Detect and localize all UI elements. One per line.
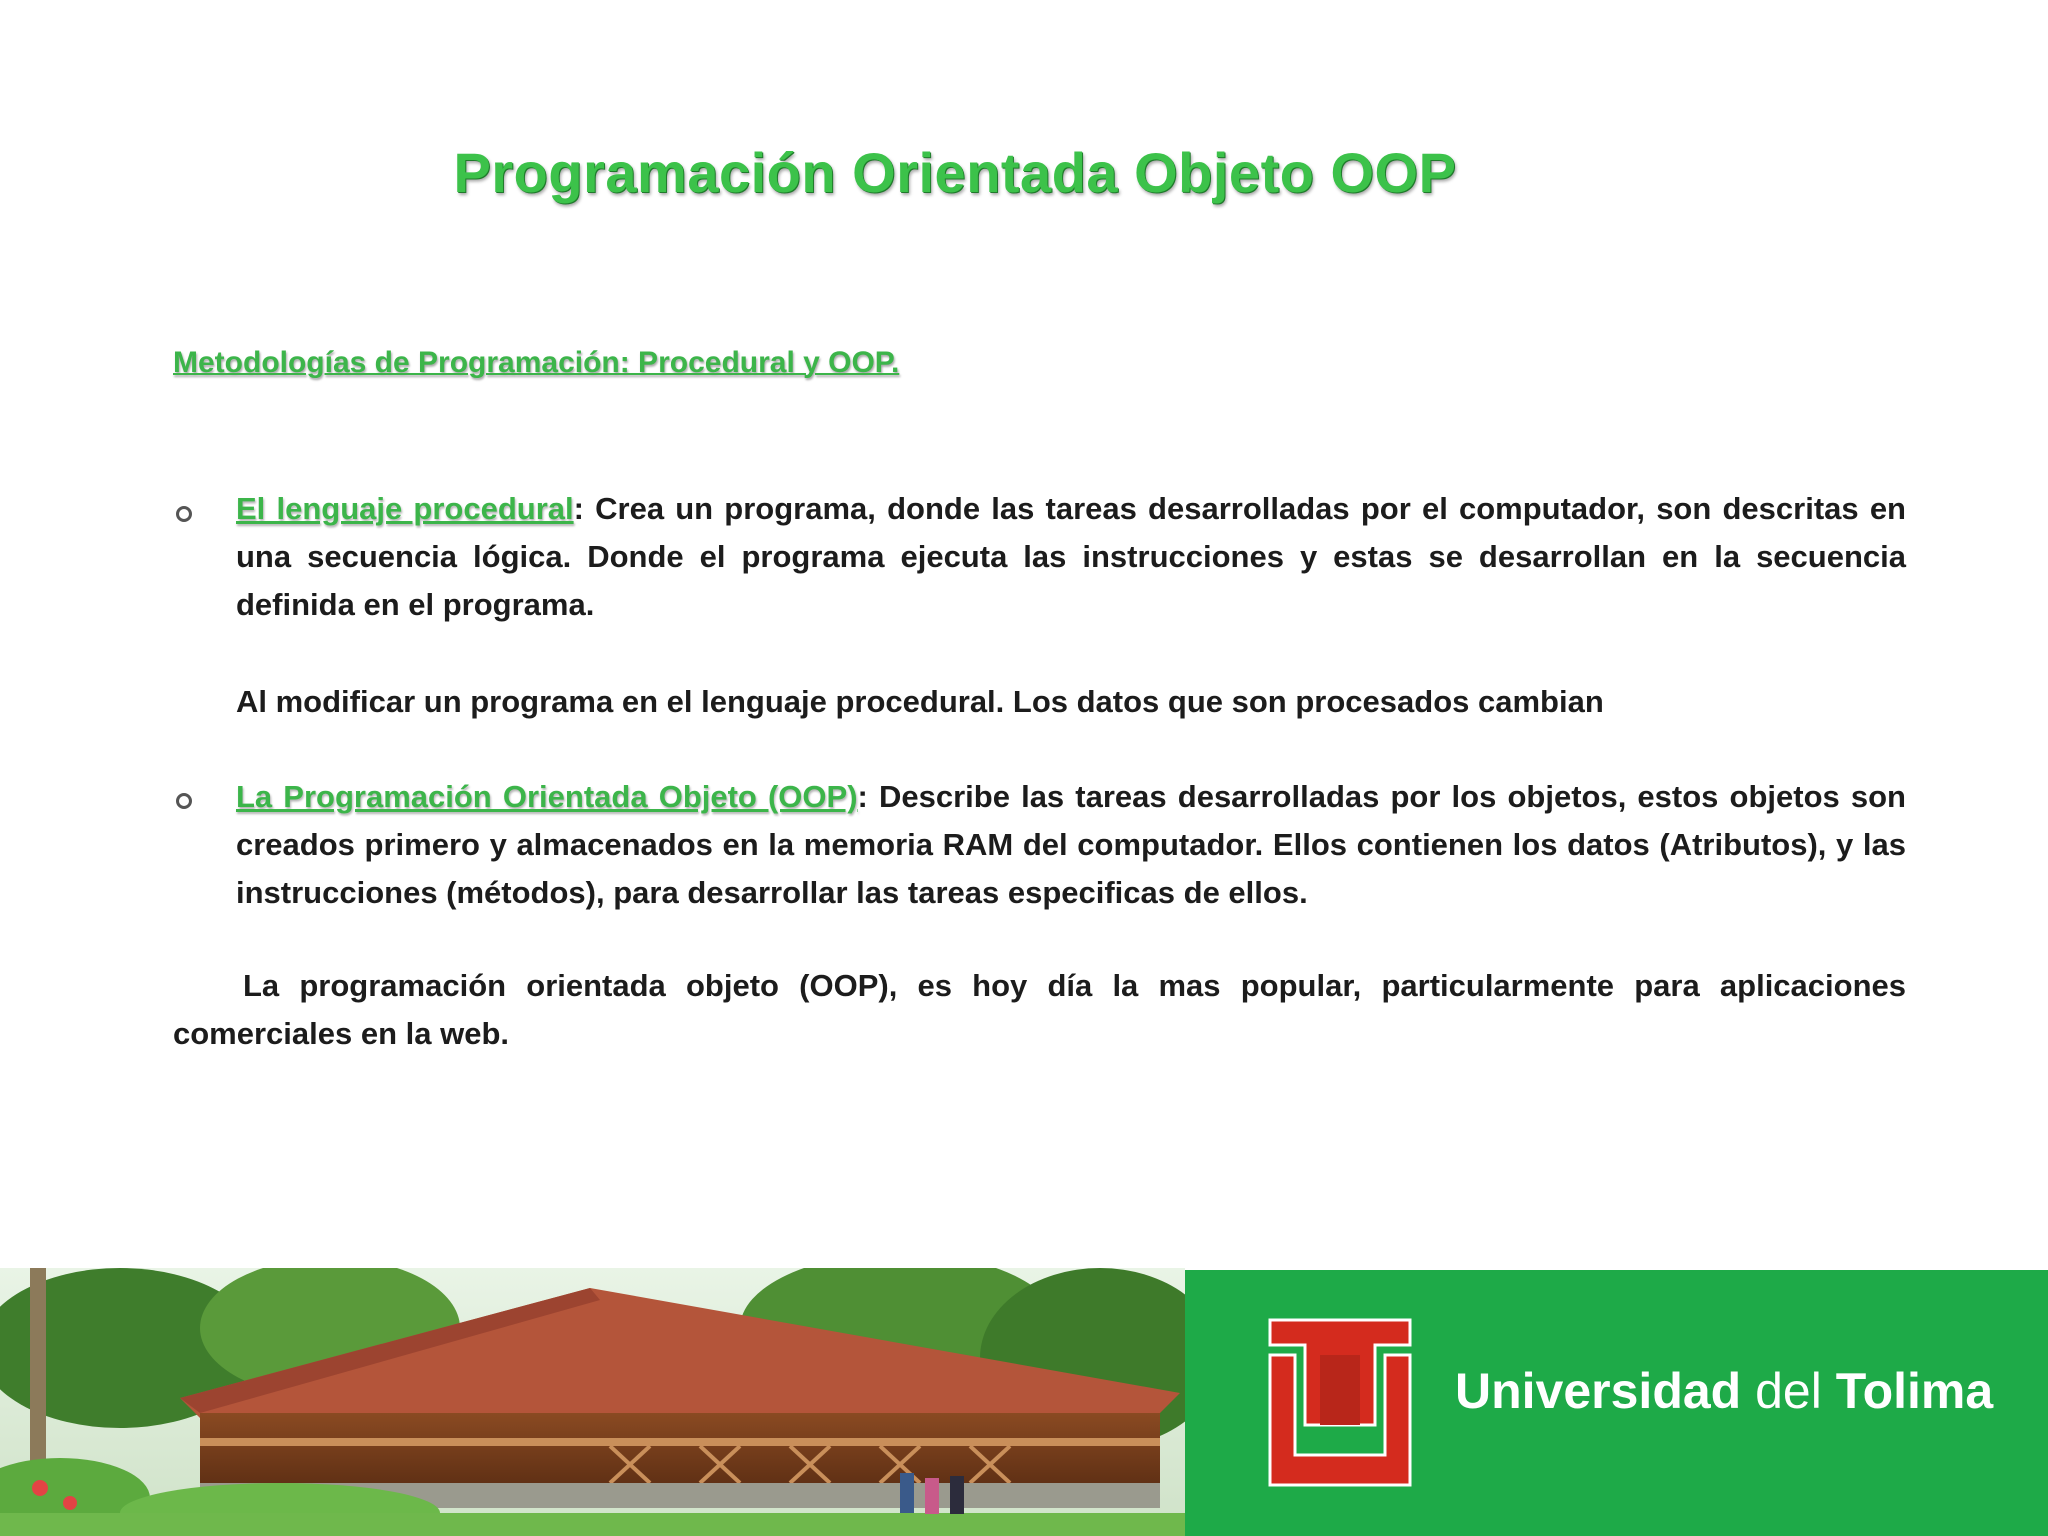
closing-paragraph: La programación orientada objeto (OOP), es hoy día la mas popular, particularmente para aplicaciones comerciales en la web. <box>173 968 1906 1051</box>
campus-building-photo <box>0 1268 1185 1536</box>
university-tolima-logo <box>1265 1315 1415 1495</box>
bullet-oop-text: : Describe las tareas desarrolladas por los objetos, estos objetos son creados primero y almacenados en la memoria RAM del computador. Ellos contienen los datos (Atributos), y las instrucciones (métodos), para desarrollar las tareas especificas de ellos. <box>236 779 1906 910</box>
procedural-note: Al modificar un programa en el lenguaje procedural. Los datos que son procesados cambian <box>236 684 1604 719</box>
bullet-procedural-term: El lenguaje procedural <box>236 491 574 526</box>
slide-title: Programación Orientada Objeto OOP <box>453 141 1457 204</box>
university-brand-panel <box>1185 1270 2048 1536</box>
bullet-circle-icon <box>176 793 192 809</box>
brand-part-1: Universidad <box>1455 1363 1742 1419</box>
bullet-procedural-text: : Crea un programa, donde las tareas desarrolladas por el computador, son descritas en una secuencia lógica. Donde el programa ejecuta las instrucciones y estas se desarrollan en la secuencia definida en el programa. <box>236 491 1906 622</box>
bullet-circle-icon <box>176 506 192 522</box>
slide-subtitle: Metodologías de Programación: Procedural y OOP. <box>173 346 900 379</box>
brand-part-3: Tolima <box>1835 1363 1994 1419</box>
campus-building-illustration <box>0 1268 1185 1536</box>
bullet-procedural <box>236 485 1906 629</box>
bullet-oop <box>236 773 1906 917</box>
university-name <box>1455 1362 1993 1420</box>
brand-part-2: del <box>1741 1363 1836 1419</box>
bullet-oop-term: La Programación Orientada Objeto (OOP) <box>236 779 858 814</box>
